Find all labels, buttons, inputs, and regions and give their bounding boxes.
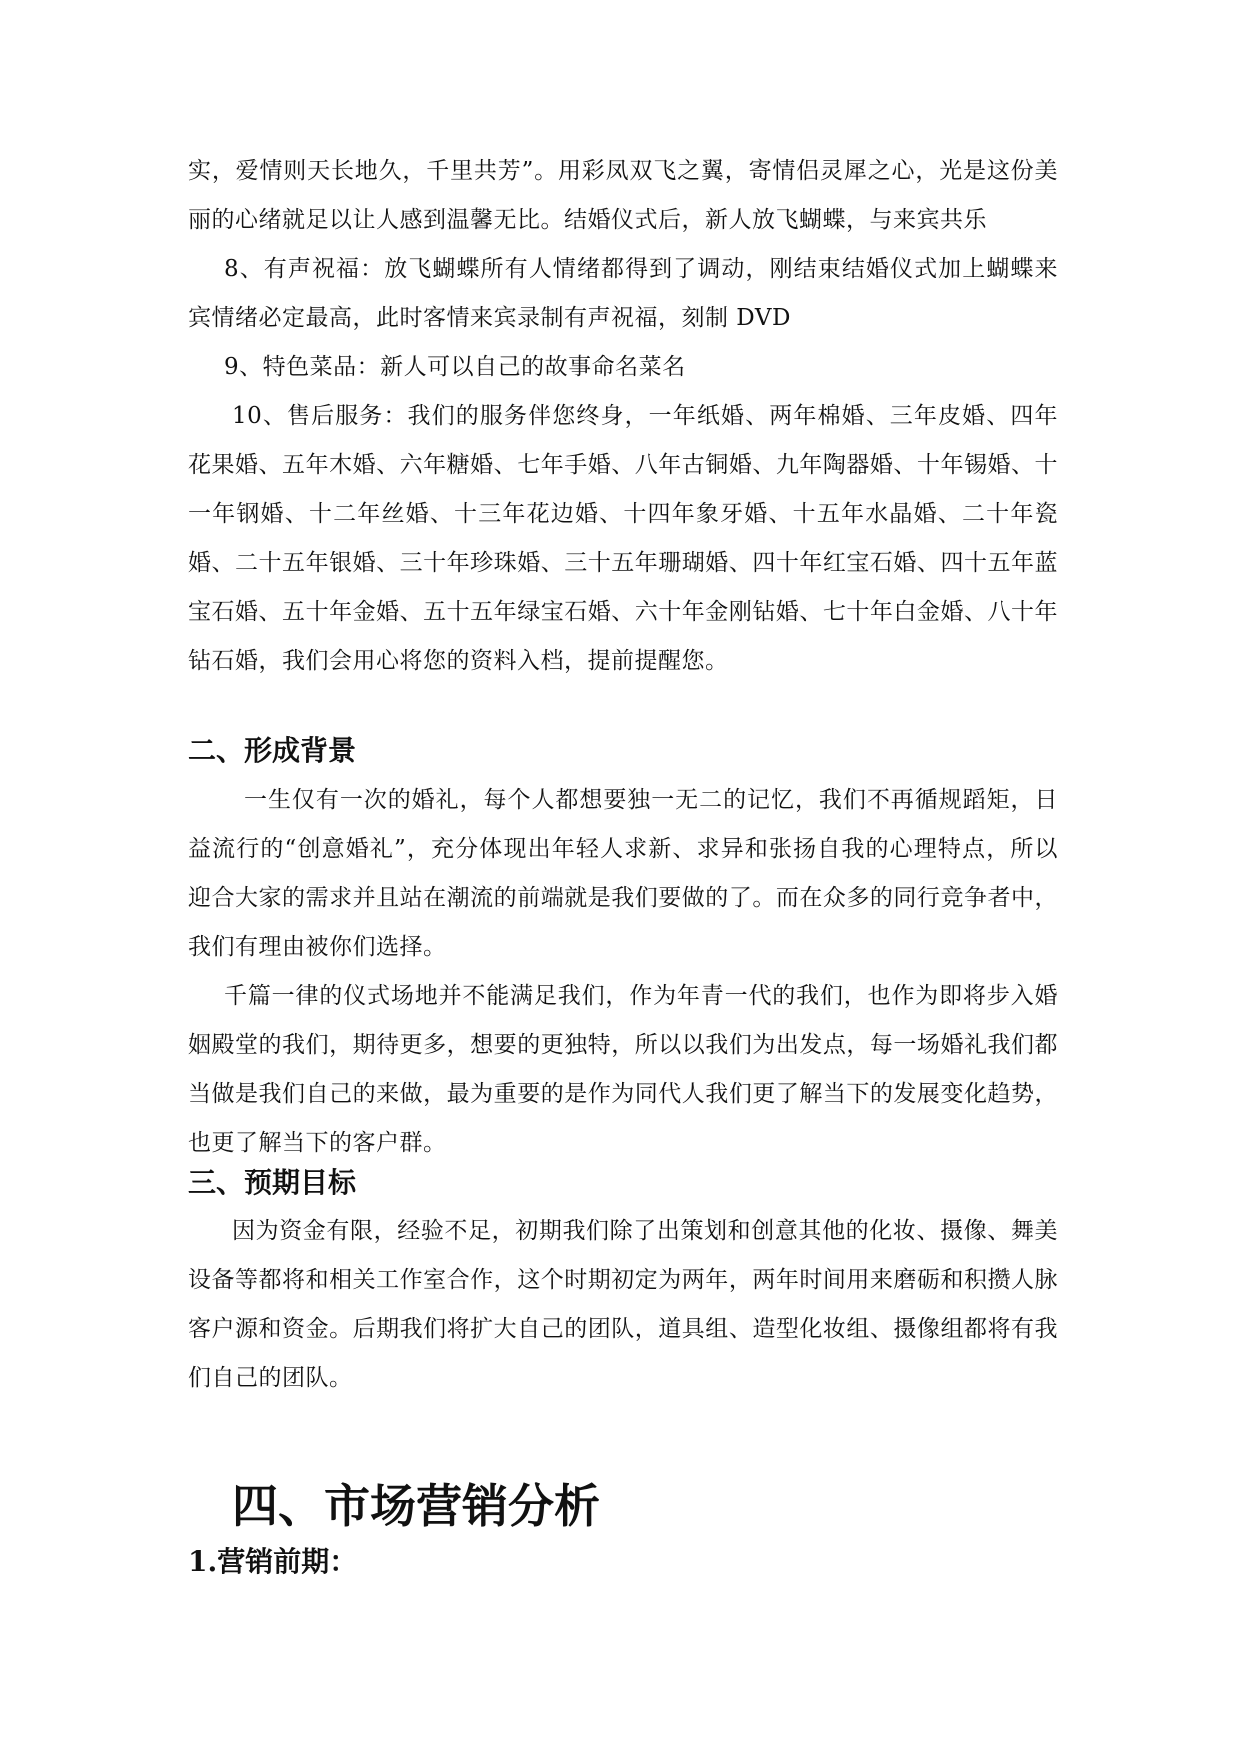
- section-heading-market-analysis: 四、市场营销分析: [232, 1479, 600, 1533]
- section-background-body: [188, 776, 1058, 1168]
- paragraph-background-2: 千篇一律的仪式场地并不能满足我们，作为年青一代的我们，也作为即将步入婚姻殿堂的我们，期待更多，想要的更独特，所以以我们为出发点，每一场婚礼我们都当做是我们自己的来做，最为重要的是作为同代人我们更了解当下的发展变化趋势，也更了解当下的客户群。: [188, 983, 1058, 1156]
- paragraph-item-8: 8、有声祝福：放飞蝴蝶所有人情绪都得到了调动，刚结束结婚仪式加上蝴蝶来宾情绪必定最高，此时客情来宾录制有声祝福，刻制 DVD: [188, 256, 1058, 331]
- paragraph-item-9: 9、特色菜品：新人可以自己的故事命名菜名: [224, 354, 686, 380]
- intro-text-block: [188, 147, 1058, 686]
- paragraph-goals-1: 因为资金有限，经验不足，初期我们除了出策划和创意其他的化妆、摄像、舞美设备等都将和相关工作室合作，这个时期初定为两年，两年时间用来磨砺和积攒人脉客户源和资金。后期我们将扩大自己的团队，道具组、造型化妆组、摄像组都将有我们自己的团队。: [188, 1218, 1058, 1391]
- paragraph-intro-continued: 实，爱情则天长地久，千里共芳”。用彩凤双飞之翼，寄情侣灵犀之心，光是这份美丽的心绪就足以让人感到温馨无比。结婚仪式后，新人放飞蝴蝶，与来宾共乐: [188, 158, 1058, 233]
- section-goals-body: [188, 1207, 1058, 1403]
- subheading-marketing-early-stage: 1.营销前期：: [188, 1545, 358, 1578]
- paragraph-item-10: 10、售后服务：我们的服务伴您终身，一年纸婚、两年棉婚、三年皮婚、四年花果婚、五年木婚、六年糖婚、七年手婚、八年古铜婚、九年陶器婚、十年锡婚、十一年钢婚、十二年丝婚、十三年花边婚、十四年象牙婚、十五年水晶婚、二十年瓷婚、二十五年银婚、三十年珍珠婚、三十五年珊瑚婚、四十年红宝石婚、四十五年蓝宝石婚、五十年金婚、五十五年绿宝石婚、六十年金刚钻婚、七十年白金婚、八十年钻石婚，我们会用心将您的资料入档，提前提醒您。: [188, 403, 1058, 674]
- section-heading-background: 二、形成背景: [188, 734, 357, 767]
- paragraph-background-1: 一生仅有一次的婚礼，每个人都想要独一无二的记忆，我们不再循规蹈矩，日益流行的“创意婚礼”，充分体现出年轻人求新、求异和张扬自我的心理特点，所以迎合大家的需求并且站在潮流的前端就是我们要做的了。而在众多的同行竞争者中，我们有理由被你们选择。: [188, 787, 1058, 960]
- section-heading-goals: 三、预期目标: [188, 1166, 357, 1199]
